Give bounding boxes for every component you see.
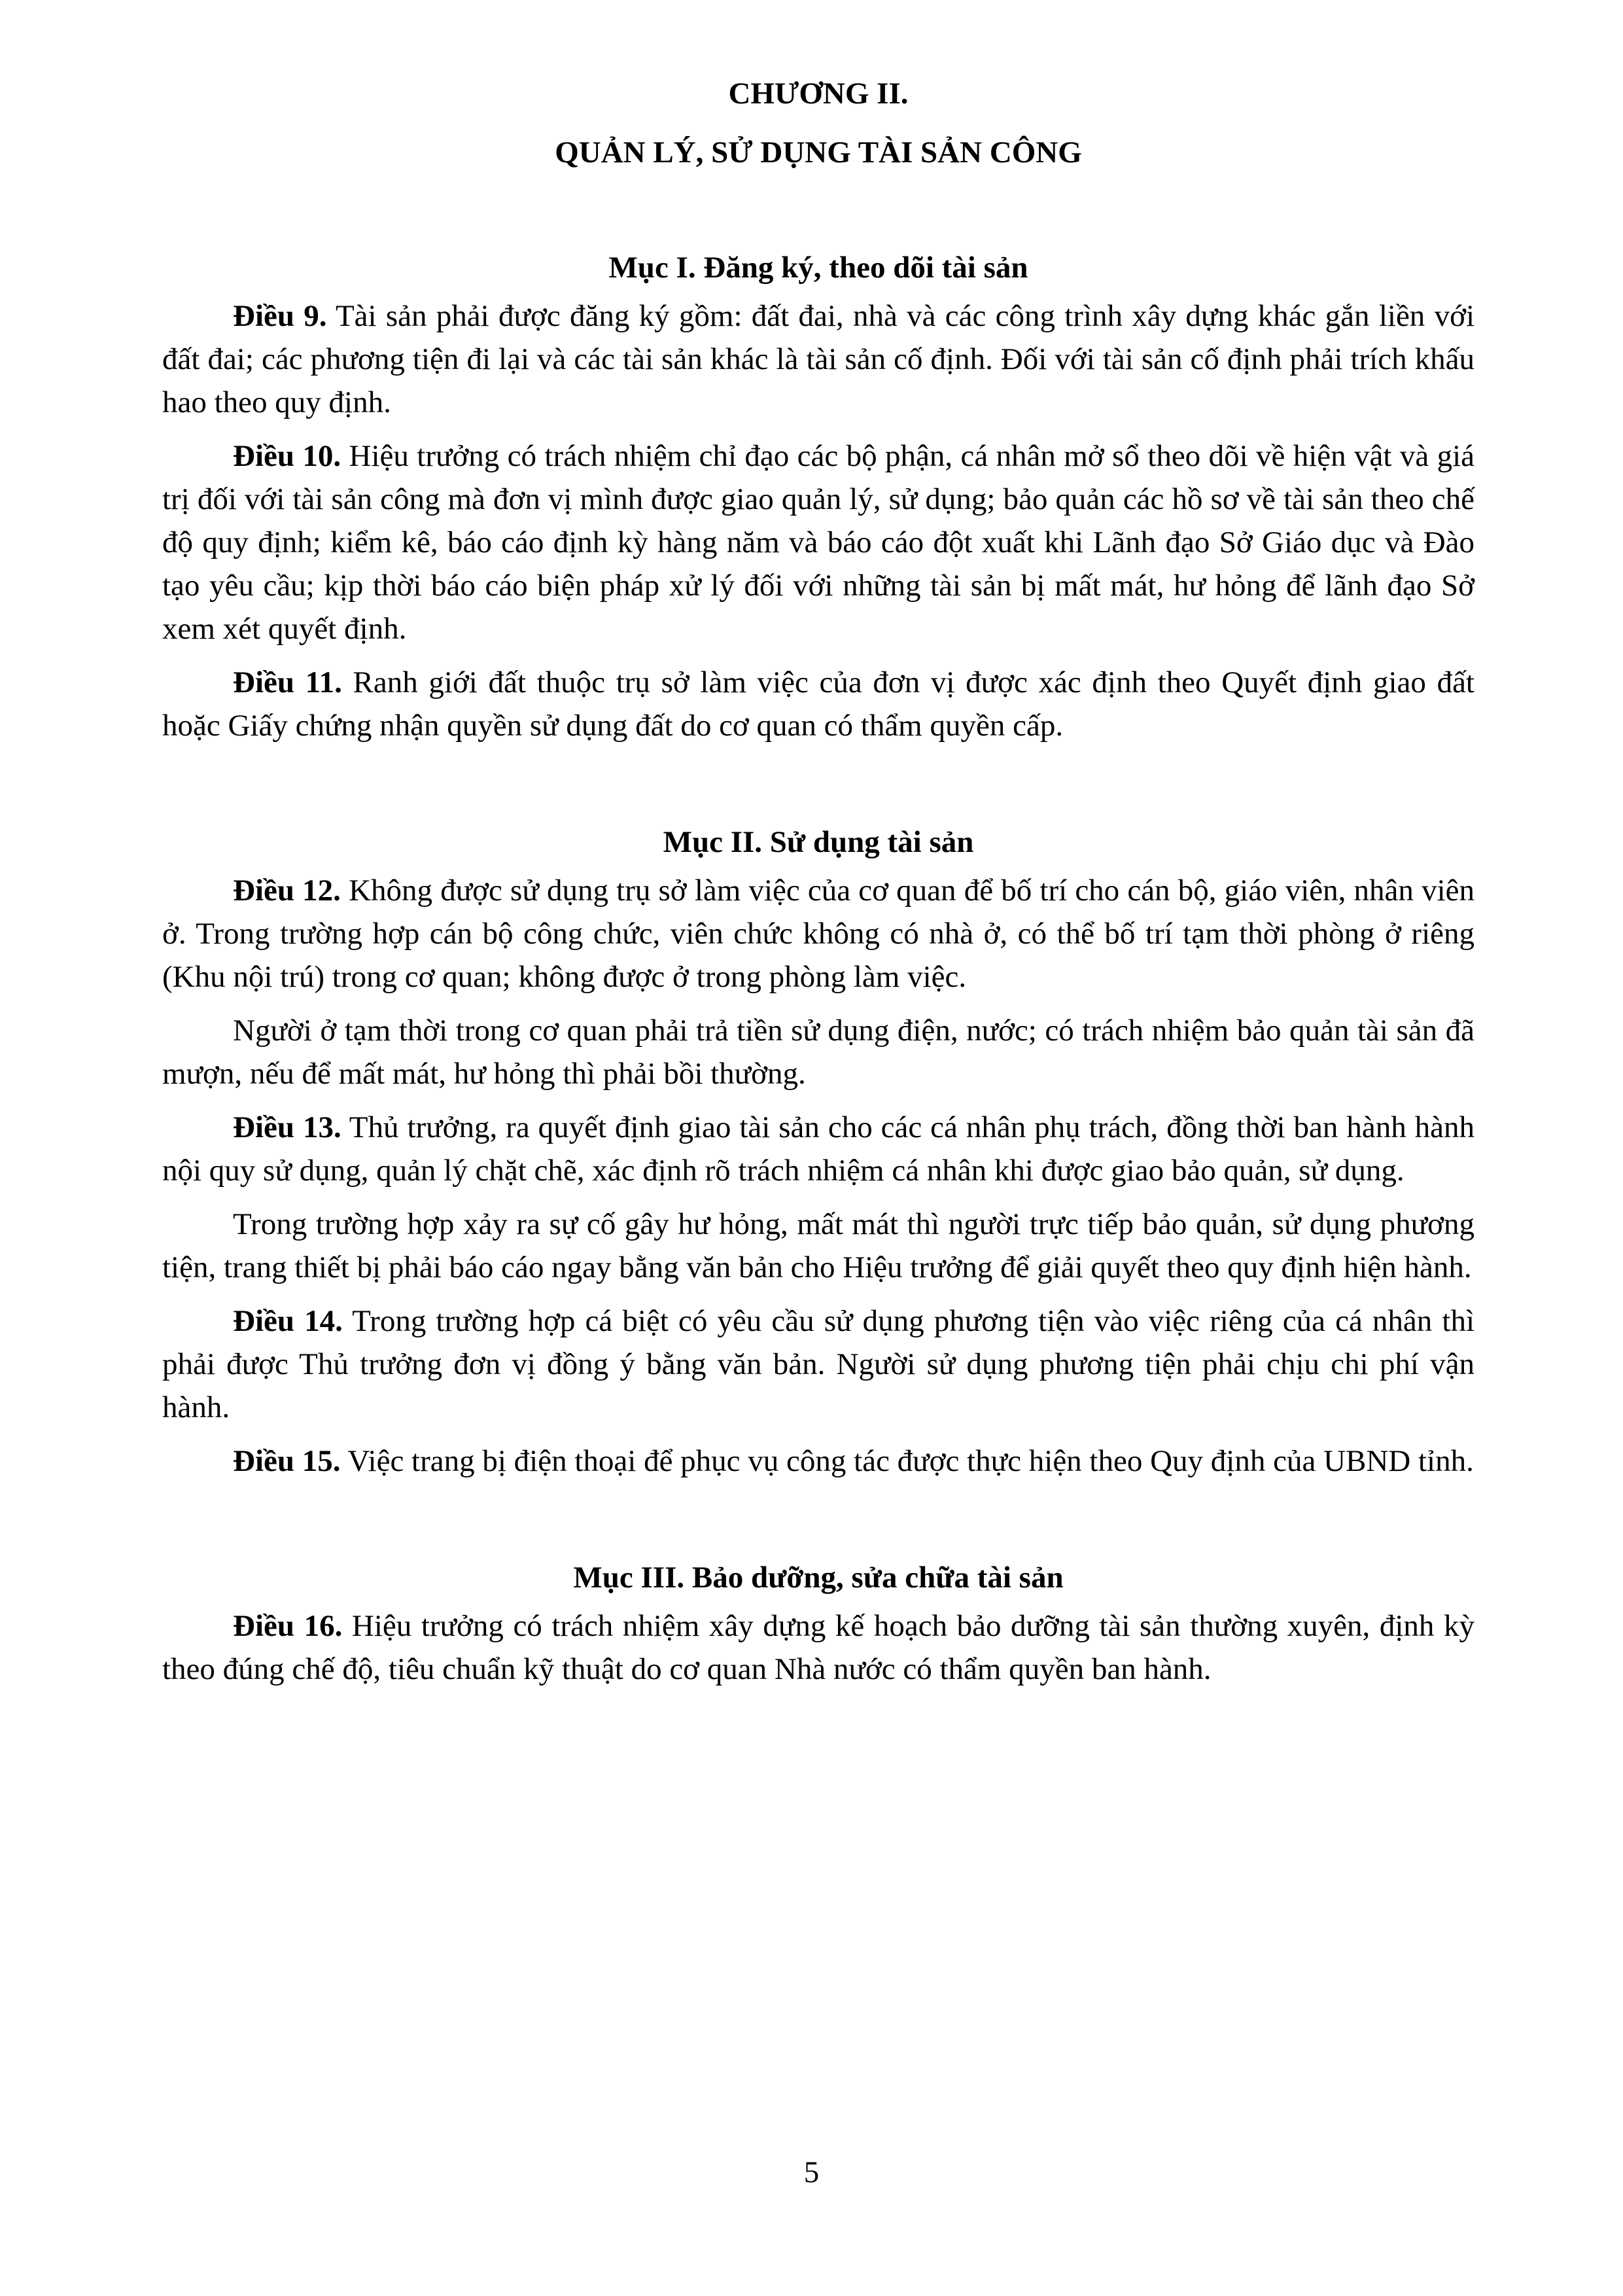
document-page (162, 72, 1475, 1701)
chapter-title: QUẢN LÝ, SỬ DỤNG TÀI SẢN CÔNG (555, 135, 1082, 169)
article-text: Ranh giới đất thuộc trụ sở làm việc của đơn vị được xác định theo Quyết định giao đất hoặc Giấy chứng nhận quyền sử dụng đất do cơ quan có thẩm quyền cấp. (162, 665, 1475, 743)
paragraph-text: Người ở tạm thời trong cơ quan phải trả tiền sử dụng điện, nước; có trách nhiệm bảo quản tài sản đã mượn, nếu để mất mát, hư hỏng thì phải bồi thường. (162, 1014, 1475, 1091)
article-label: Điều 16. (233, 1609, 343, 1643)
section-heading-2: Mục II. Sử dụng tài sản (663, 825, 974, 859)
article-9 (162, 294, 1475, 424)
article-10 (162, 434, 1475, 650)
article-12 (162, 869, 1475, 998)
article-text: Trong trường hợp cá biệt có yêu cầu sử dụng phương tiện vào việc riêng của cá nhân thì phải được Thủ trưởng đơn vị đồng ý bằng văn bản. Người sử dụng phương tiện phải chịu chi phí vận hành. (162, 1304, 1475, 1424)
section-heading-1: Mục I. Đăng ký, theo dõi tài sản (608, 251, 1028, 285)
article-text: Việc trang bị điện thoại để phục vụ công tác được thực hiện theo Quy định của UBND tỉnh. (340, 1444, 1474, 1478)
article-11 (162, 661, 1475, 747)
article-label: Điều 13. (233, 1110, 341, 1144)
article-text: Hiệu trưởng có trách nhiệm chỉ đạo các bộ phận, cá nhân mở sổ theo dõi về hiện vật và giá trị đối với tài sản công mà đơn vị mình được giao quản lý, sử dụng; bảo quản các hồ sơ về tài sản theo chế độ quy định; kiểm kê, báo cáo định kỳ hàng năm và báo cáo đột xuất khi Lãnh đạo Sở Giáo dục và Đào tạo yêu cầu; kịp thời báo cáo biện pháp xử lý đối với những tài sản bị mất mát, hư hỏng để lãnh đạo Sở xem xét quyết định. (162, 439, 1475, 646)
chapter-number: CHƯƠNG II. (728, 77, 909, 111)
article-label: Điều 9. (233, 299, 327, 333)
article-label: Điều 10. (233, 439, 341, 473)
page-number: 5 (803, 2155, 820, 2189)
article-text: Hiệu trưởng có trách nhiệm xây dựng kế hoạch bảo dưỡng tài sản thường xuyên, định kỳ theo đúng chế độ, tiêu chuẩn kỹ thuật do cơ quan Nhà nước có thẩm quyền ban hành. (162, 1609, 1475, 1686)
article-text: Thủ trưởng, ra quyết định giao tài sản cho các cá nhân phụ trách, đồng thời ban hành hành nội quy sử dụng, quản lý chặt chẽ, xác định rõ trách nhiệm cá nhân khi được giao bảo quản, sử dụng. (162, 1110, 1475, 1188)
section-heading-3: Mục III. Bảo dưỡng, sửa chữa tài sản (573, 1561, 1064, 1595)
article-13-continuation (162, 1203, 1475, 1289)
article-16 (162, 1604, 1475, 1691)
article-label: Điều 11. (233, 665, 342, 699)
article-label: Điều 14. (233, 1304, 343, 1338)
paragraph-text: Trong trường hợp xảy ra sự cố gây hư hỏng, mất mát thì người trực tiếp bảo quản, sử dụng phương tiện, trang thiết bị phải báo cáo ngay bằng văn bản cho Hiệu trưởng để giải quyết theo quy định hiện hành. (162, 1207, 1475, 1284)
article-label: Điều 12. (233, 874, 341, 908)
article-text: Không được sử dụng trụ sở làm việc của cơ quan để bố trí cho cán bộ, giáo viên, nhân viên ở. Trong trường hợp cán bộ công chức, viên chức không có nhà ở, có thể bố trí tạm thời phòng ở riêng (Khu nội trú) trong cơ quan; không được ở trong phòng làm việc. (162, 874, 1475, 994)
article-15 (162, 1439, 1475, 1483)
article-12-continuation (162, 1009, 1475, 1095)
article-14 (162, 1299, 1475, 1429)
article-13 (162, 1106, 1475, 1192)
article-text: Tài sản phải được đăng ký gồm: đất đai, nhà và các công trình xây dựng khác gắn liền với đất đai; các phương tiện đi lại và các tài sản khác là tài sản cố định. Đối với tài sản cố định phải trích khấu hao theo quy định. (162, 299, 1475, 419)
article-label: Điều 15. (233, 1444, 341, 1478)
